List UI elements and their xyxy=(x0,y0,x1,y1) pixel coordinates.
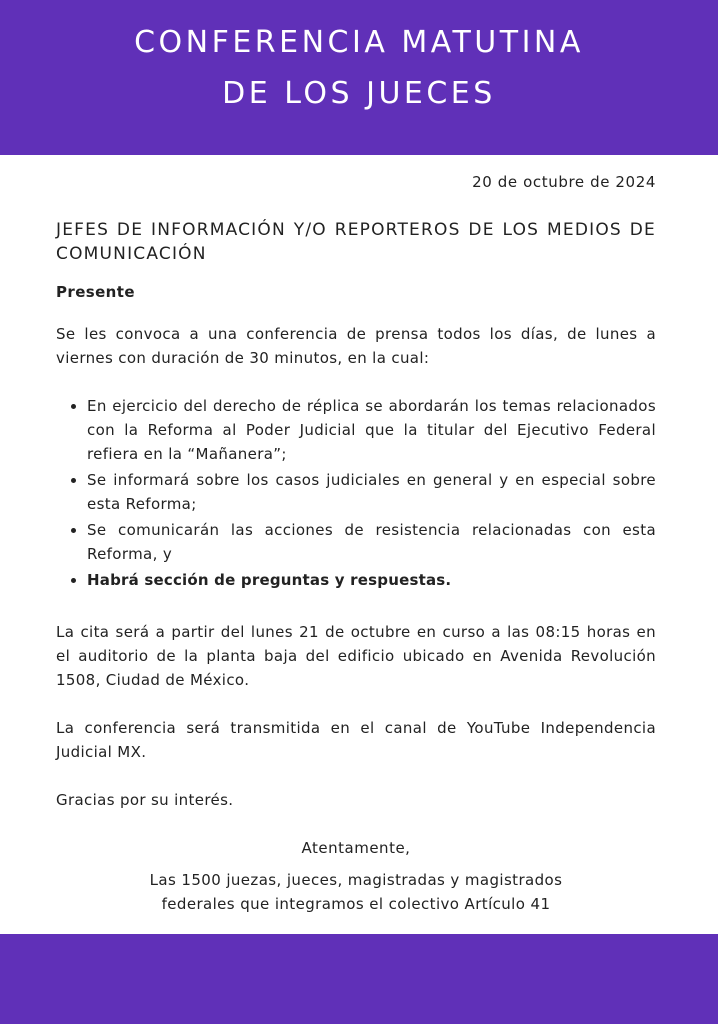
agenda-item xyxy=(87,394,656,466)
signature-line-1: Las 1500 juezas, jueces, magistradas y magistrados xyxy=(149,871,563,889)
agenda-item xyxy=(87,468,656,516)
agenda-list xyxy=(56,394,656,592)
header-banner xyxy=(0,0,718,155)
letter-recipients: JEFES DE INFORMACIÓN Y/O REPORTEROS DE LOS MEDIOS DE COMUNICACIÓN xyxy=(56,220,656,264)
letter-thanks: Gracias por su interés. xyxy=(56,791,234,809)
header-title-line-2: DE LOS JUECES xyxy=(222,76,496,111)
bullet-icon xyxy=(71,404,76,409)
agenda-item-highlight xyxy=(87,568,656,592)
letter-location: La cita será a partir del lunes 21 de octubre en curso a las 08:15 horas en el auditorio de la planta baja del edificio ubicado en Avenida Revolución 1508, Ciudad de México. xyxy=(56,623,656,689)
agenda-item-text: En ejercicio del derecho de réplica se abordarán los temas relacionados con la Reforma al Poder Judicial que la titular del Ejecutivo Federal refiera en la “Mañanera”; xyxy=(87,397,656,463)
bullet-icon xyxy=(71,478,76,483)
letter-intro: Se les convoca a una conferencia de prensa todos los días, de lunes a viernes con duración de 30 minutos, en la cual: xyxy=(56,325,656,367)
agenda-item-text: Habrá sección de preguntas y respuestas. xyxy=(87,571,452,589)
footer-banner xyxy=(0,934,718,1024)
agenda-item-text: Se comunicarán las acciones de resistencia relacionadas con esta Reforma, y xyxy=(87,521,656,563)
letter-closing: Atentamente, xyxy=(301,839,411,857)
signature-line-2: federales que integramos el colectivo Artículo 41 xyxy=(161,895,551,913)
agenda-item-text: Se informará sobre los casos judiciales en general y en especial sobre esta Reforma; xyxy=(87,471,656,513)
bullet-icon xyxy=(71,528,76,533)
letter-broadcast: La conferencia será transmitida en el canal de YouTube Independencia Judicial MX. xyxy=(56,719,656,761)
agenda-item xyxy=(87,518,656,566)
bullet-icon xyxy=(71,578,76,583)
letter-body xyxy=(56,170,656,916)
header-title-line-1: CONFERENCIA MATUTINA xyxy=(134,25,584,60)
letter-greeting: Presente xyxy=(56,283,135,301)
letter-signature xyxy=(56,868,656,916)
letter-date: 20 de octubre de 2024 xyxy=(472,173,656,191)
